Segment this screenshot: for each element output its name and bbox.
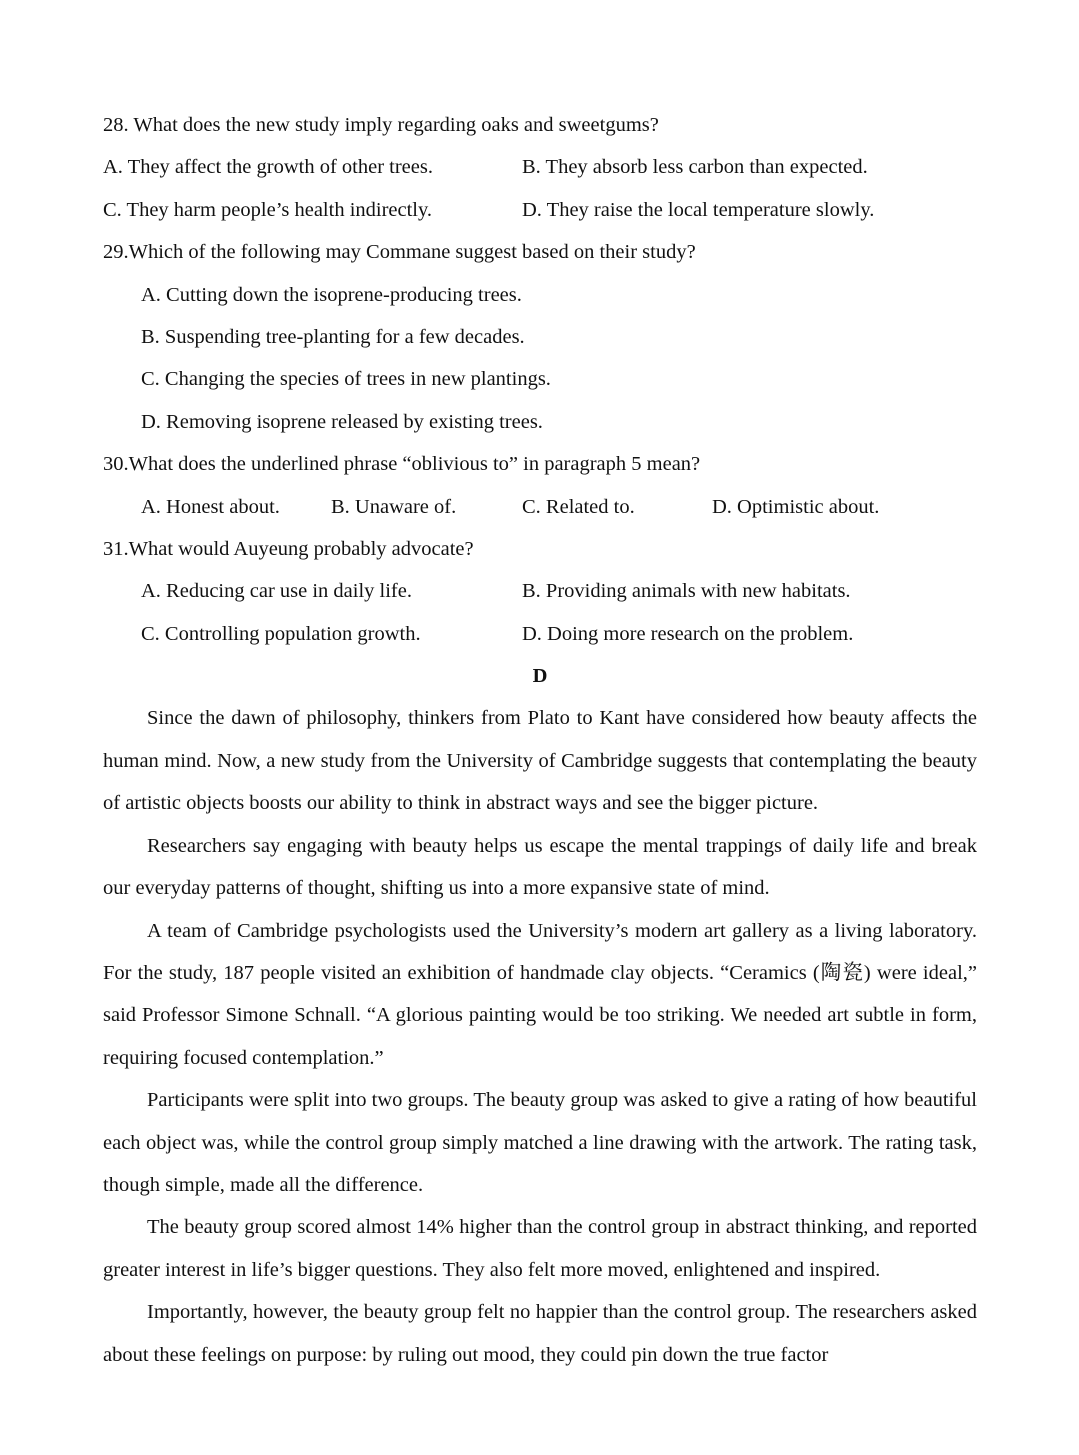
question-31-options-row-1 xyxy=(103,570,977,612)
passage-paragraph-4: Participants were split into two groups. The beauty group was asked to give a rating of how beautiful each object was, while the control group simply matched a line drawing with the artwork. The rating task, though simple, made all the difference. xyxy=(103,1089,977,1196)
passage-paragraph-6: Importantly, however, the beauty group felt no happier than the control group. The researchers asked about these feelings on purpose: by ruling out mood, they could pin down the true factor xyxy=(103,1301,977,1366)
passage-paragraph-3: A team of Cambridge psychologists used the University’s modern art gallery as a living laboratory. For the study, 187 people visited an exhibition of handmade clay objects. “Ceramics (陶瓷) were ideal,” said Professor Simone Schnall. “A glorious painting would be too striking. We needed art subtle in form, requiring focused contemplation.” xyxy=(103,919,977,1069)
question-28-options-row-2 xyxy=(103,189,977,231)
question-29-option-d-row xyxy=(103,401,977,443)
question-30-option-b: B. Unaware of. xyxy=(331,495,457,518)
question-29-option-c: C. Changing the species of trees in new plantings. xyxy=(141,368,551,391)
question-28-options-row-1 xyxy=(103,146,977,188)
passage-paragraph-2: Researchers say engaging with beauty helps us escape the mental trappings of daily life and break our everyday patterns of thought, shifting us into a more expansive state of mind. xyxy=(103,834,977,900)
question-31-stem: 31.What would Auyeung probably advocate? xyxy=(103,537,474,560)
exam-page xyxy=(103,104,977,1376)
question-28-option-d: D. They raise the local temperature slowly. xyxy=(522,198,875,221)
question-29-option-c-row xyxy=(103,358,977,400)
question-29-option-d: D. Removing isoprene released by existing trees. xyxy=(141,410,543,433)
question-30-option-d: D. Optimistic about. xyxy=(712,495,880,518)
passage-paragraph-5: The beauty group scored almost 14% higher than the control group in abstract thinking, and reported greater interest in life’s bigger questions. They also felt more moved, enlightened and inspired. xyxy=(103,1216,977,1281)
question-30-option-c: C. Related to. xyxy=(522,495,635,518)
passage-paragraph-1: Since the dawn of philosophy, thinkers from Plato to Kant have considered how beauty affects the human mind. Now, a new study from the University of Cambridge suggests that contemplating the beauty of artistic objects boosts our ability to think in abstract ways and see the bigger picture. xyxy=(103,707,977,815)
question-28-option-c: C. They harm people’s health indirectly. xyxy=(103,198,433,221)
question-29-option-b-row xyxy=(103,316,977,358)
question-28-option-b: B. They absorb less carbon than expected. xyxy=(522,156,868,179)
question-31-option-d: D. Doing more research on the problem. xyxy=(522,622,854,645)
section-heading: D xyxy=(532,665,548,688)
question-30-stem: 30.What does the underlined phrase “oblivious to” in paragraph 5 mean? xyxy=(103,453,701,476)
question-31-option-a: A. Reducing car use in daily life. xyxy=(141,580,412,603)
question-28-stem: 28. What does the new study imply regarding oaks and sweetgums? xyxy=(103,114,659,136)
question-30-options-row xyxy=(103,486,977,528)
question-31-option-b: B. Providing animals with new habitats. xyxy=(522,580,851,603)
question-29-option-b: B. Suspending tree-planting for a few decades. xyxy=(141,325,525,348)
question-29-option-a-row xyxy=(103,274,977,316)
question-30-option-a: A. Honest about. xyxy=(141,495,280,518)
question-28-option-a: A. They affect the growth of other trees. xyxy=(103,156,433,179)
question-29-stem: 29.Which of the following may Commane suggest based on their study? xyxy=(103,241,696,264)
question-31-options-row-2 xyxy=(103,613,977,655)
question-29-option-a: A. Cutting down the isoprene-producing trees. xyxy=(141,283,522,306)
question-31-option-c: C. Controlling population growth. xyxy=(141,622,421,645)
